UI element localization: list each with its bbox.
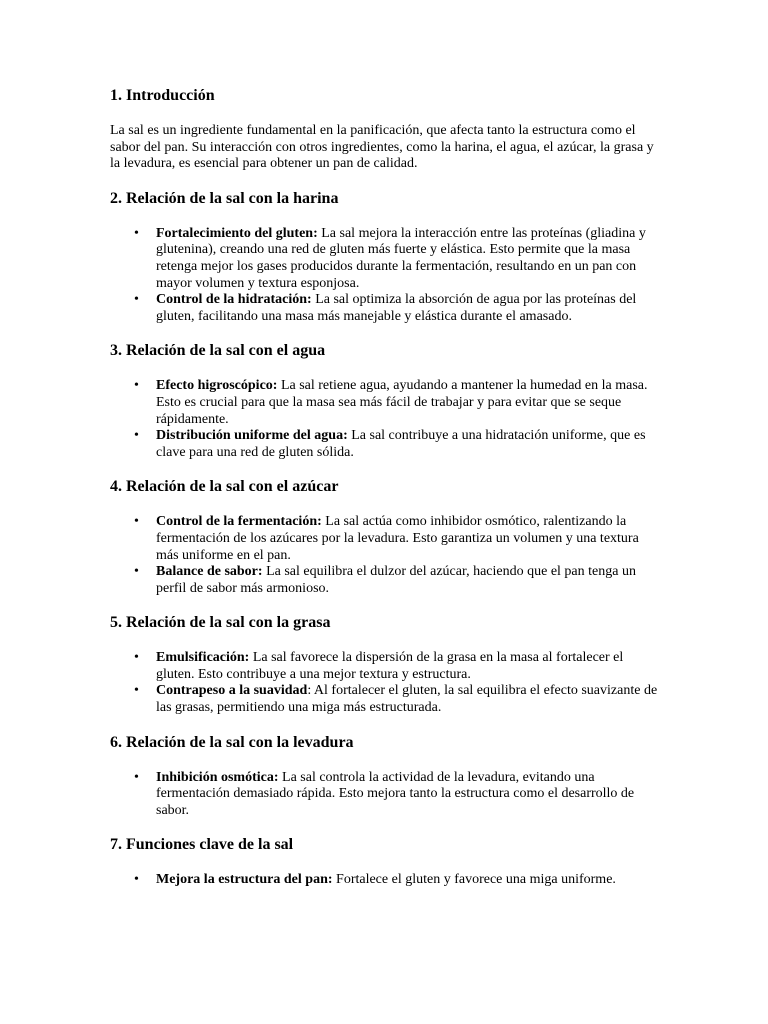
item-text: La sal retiene agua, ayudando a mantener la humedad en la masa. Esto es crucial para que la masa sea más fácil de trabajar y para evitar que se seque rápidamente. — [156, 378, 648, 427]
list-item — [110, 292, 662, 325]
list-item — [110, 683, 662, 716]
agua-list — [110, 378, 662, 461]
item-term: Fortalecimiento del gluten: — [156, 225, 318, 241]
list-item — [110, 514, 662, 564]
list-item — [110, 872, 662, 889]
section-heading-levadura: 6. Relación de la sal con la levadura — [110, 733, 354, 751]
item-text: La sal mejora la interacción entre las proteínas (gliadina y glutenina), creando una red de gluten más fuerte y elástica. Esto permite que la masa retenga mejor los gases producidos durante la fermentación, resultando en un pan con mayor volumen y textura esponjosa. — [156, 225, 646, 291]
item-text: La sal favorece la dispersión de la grasa en la masa al fortalecer el gluten. Esto contribuye a una mejor textura y estructura. — [156, 650, 624, 682]
harina-list — [110, 226, 662, 326]
bullet-icon: • — [134, 514, 139, 530]
levadura-list — [110, 770, 662, 820]
intro-paragraph: La sal es un ingrediente fundamental en la panificación, que afecta tanto la estructura como el sabor del pan. Su interacción con otros ingredientes, como la harina, el agua, el azúcar, la grasa y la levadura, es esencial para obtener un pan de calidad. — [110, 123, 654, 172]
item-term: Efecto higroscópico: — [156, 378, 278, 394]
azucar-list — [110, 514, 662, 597]
list-item — [110, 428, 662, 461]
item-text: : Al fortalecer el gluten, la sal equilibra el efecto suavizante de las grasas, permitiendo una miga más estructurada. — [156, 683, 658, 716]
section-heading-harina: 2. Relación de la sal con la harina — [110, 189, 339, 207]
item-term: Mejora la estructura del pan: — [156, 872, 333, 888]
item-text: La sal equilibra el dulzor del azúcar, haciendo que el pan tenga un perfil de sabor más armonioso. — [156, 564, 636, 596]
section-heading-grasa: 5. Relación de la sal con la grasa — [110, 614, 331, 632]
item-term: Emulsificación: — [156, 650, 250, 666]
item-term: Inhibición osmótica: — [156, 769, 279, 785]
item-text: La sal contribuye a una hidratación uniforme, que es clave para una red de gluten sólida. — [156, 428, 646, 460]
bullet-icon: • — [134, 650, 139, 666]
bullet-icon: • — [134, 292, 139, 308]
document-page — [110, 86, 662, 889]
item-term: Control de la fermentación: — [156, 514, 322, 530]
item-text: La sal controla la actividad de la levadura, evitando una fermentación demasiado rápida. Esto mejora tanto la estructura como el desarrollo de sabor. — [156, 769, 635, 818]
list-item — [110, 564, 662, 597]
grasa-list — [110, 650, 662, 716]
list-item — [110, 226, 662, 292]
bullet-icon: • — [134, 378, 139, 394]
section-heading-funciones: 7. Funciones clave de la sal — [110, 836, 294, 854]
bullet-icon: • — [134, 872, 139, 888]
item-text: La sal optimiza la absorción de agua por las proteínas del gluten, facilitando una masa más manejable y elástica durante el amasado. — [156, 292, 637, 324]
section-heading-agua: 3. Relación de la sal con el agua — [110, 342, 326, 360]
bullet-icon: • — [134, 564, 139, 580]
bullet-icon: • — [134, 769, 139, 785]
section-heading-introduccion: 1. Introducción — [110, 87, 215, 104]
section-heading-azucar: 4. Relación de la sal con el azúcar — [110, 478, 339, 496]
bullet-icon: • — [134, 225, 139, 241]
item-term: Contrapeso a la suavidad — [156, 683, 308, 699]
funciones-list — [110, 872, 662, 889]
list-item — [110, 378, 662, 428]
item-term: Control de la hidratación: — [156, 292, 312, 308]
item-text: Fortalece el gluten y favorece una miga uniforme. — [332, 872, 616, 888]
list-item — [110, 770, 662, 820]
bullet-icon: • — [134, 683, 139, 699]
item-term: Balance de sabor: — [156, 564, 263, 580]
list-item — [110, 650, 662, 683]
bullet-icon: • — [134, 428, 139, 444]
item-term: Distribución uniforme del agua: — [156, 428, 348, 444]
item-text: La sal actúa como inhibidor osmótico, ralentizando la fermentación de los azúcares por la levadura. Esto garantiza un volumen y una textura más uniforme en el pan. — [156, 514, 639, 563]
